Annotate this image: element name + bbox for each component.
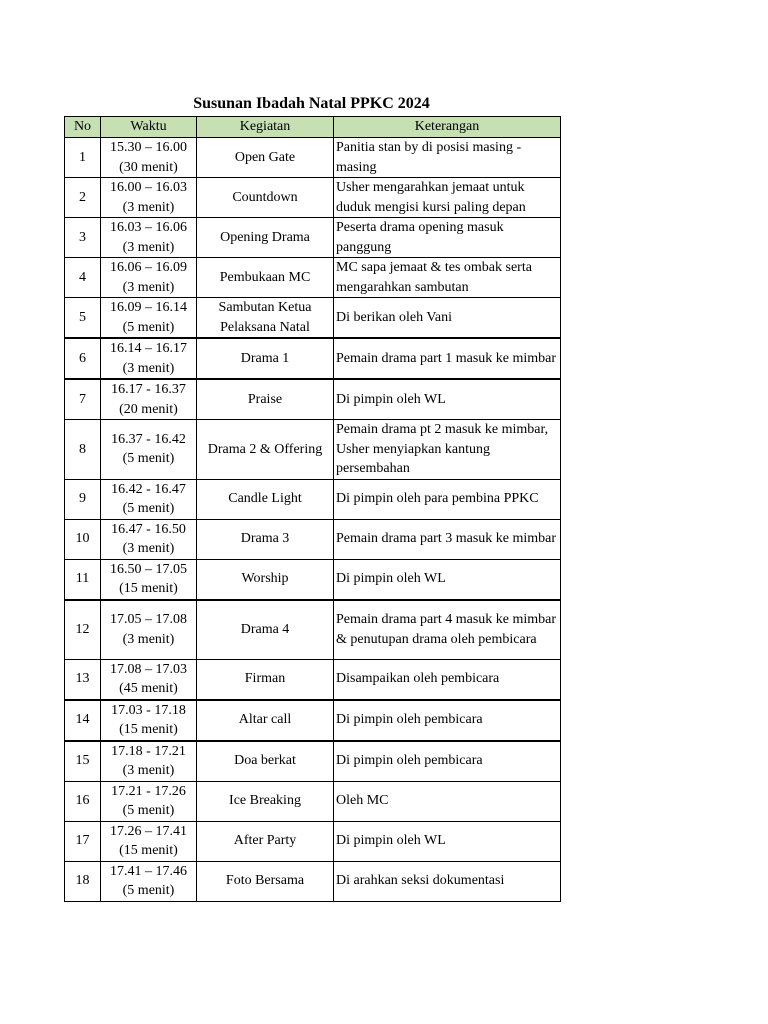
- cell-note: Di arahkan seksi dokumentasi: [334, 861, 561, 901]
- cell-no: 9: [65, 479, 101, 519]
- cell-note: Di berikan oleh Vani: [334, 298, 561, 339]
- cell-note: MC sapa jemaat & tes ombak serta mengarahkan sambutan: [334, 258, 561, 298]
- cell-no: 10: [65, 519, 101, 559]
- cell-time: [101, 479, 197, 519]
- cell-note: Usher mengarahkan jemaat untuk duduk mengisi kursi paling depan: [334, 178, 561, 218]
- time-range: 16.09 – 16.14: [110, 300, 187, 315]
- table-row: [65, 700, 561, 741]
- time-duration: (5 menit): [122, 451, 175, 467]
- time-duration: (5 menit): [122, 883, 175, 898]
- cell-time: [101, 338, 197, 379]
- time-duration: (5 menit): [122, 319, 175, 335]
- cell-time: [101, 420, 197, 480]
- cell-activity: Drama 3: [197, 519, 334, 559]
- cell-activity: Pembukaan MC: [197, 258, 334, 298]
- time-range: 16.50 – 17.05: [110, 561, 187, 577]
- cell-activity: Altar call: [197, 700, 334, 741]
- cell-no: 14: [65, 700, 101, 741]
- time-range: 16.00 – 16.03: [110, 180, 187, 195]
- cell-no: 1: [65, 138, 101, 178]
- cell-time: [101, 178, 197, 218]
- cell-activity: Sambutan Ketua Pelaksana Natal: [197, 298, 334, 339]
- time-range: 15.30 – 16.00: [110, 140, 187, 155]
- cell-note: Di pimpin oleh WL: [334, 559, 561, 600]
- time-duration: (3 menit): [122, 239, 175, 255]
- cell-time: [101, 379, 197, 420]
- cell-no: 8: [65, 420, 101, 480]
- cell-no: 13: [65, 659, 101, 700]
- time-range: 17.18 - 17.21: [111, 743, 186, 759]
- time-duration: (5 menit): [122, 803, 175, 818]
- cell-time: [101, 600, 197, 660]
- table-row: [65, 178, 561, 218]
- table-row: [65, 559, 561, 600]
- time-range: 16.47 - 16.50: [111, 521, 186, 537]
- cell-time: [101, 741, 197, 782]
- cell-activity: Countdown: [197, 178, 334, 218]
- cell-time: [101, 519, 197, 559]
- cell-note: Oleh MC: [334, 781, 561, 821]
- cell-note: Panitia stan by di posisi masing - masing: [334, 138, 561, 178]
- cell-time: [101, 218, 197, 258]
- table-row: [65, 379, 561, 420]
- cell-time: [101, 821, 197, 861]
- cell-note: Pemain drama pt 2 masuk ke mimbar, Usher menyiapkan kantung persembahan: [334, 420, 561, 480]
- time-duration: (15 menit): [119, 722, 178, 737]
- cell-no: 15: [65, 741, 101, 782]
- time-range: 17.21 - 17.26: [111, 783, 186, 799]
- cell-time: [101, 700, 197, 741]
- cell-activity: Foto Bersama: [197, 861, 334, 901]
- header-time: Waktu: [101, 117, 197, 138]
- time-range: 16.03 – 16.06: [110, 220, 187, 235]
- time-duration: (3 menit): [122, 279, 175, 295]
- cell-activity: Praise: [197, 379, 334, 420]
- cell-time: [101, 781, 197, 821]
- time-duration: (5 menit): [122, 501, 175, 516]
- time-range: 17.03 - 17.18: [111, 702, 186, 718]
- time-duration: (15 menit): [119, 843, 178, 858]
- cell-activity: After Party: [197, 821, 334, 861]
- schedule-table: [64, 116, 561, 902]
- cell-time: [101, 258, 197, 298]
- table-row: [65, 138, 561, 178]
- table-header: [65, 117, 561, 138]
- table-row: [65, 861, 561, 901]
- cell-no: 18: [65, 861, 101, 901]
- table-row: [65, 338, 561, 379]
- document-title: Susunan Ibadah Natal PPKC 2024: [193, 95, 430, 112]
- time-duration: (45 menit): [119, 681, 178, 696]
- table-row: [65, 659, 561, 700]
- cell-activity: Drama 1: [197, 338, 334, 379]
- time-duration: (3 menit): [122, 763, 175, 778]
- table-row: [65, 741, 561, 782]
- cell-time: [101, 298, 197, 339]
- cell-note: Di pimpin oleh WL: [334, 821, 561, 861]
- cell-note: Pemain drama part 1 masuk ke mimbar: [334, 338, 561, 379]
- table-row: [65, 258, 561, 298]
- cell-no: 7: [65, 379, 101, 420]
- cell-no: 16: [65, 781, 101, 821]
- cell-no: 2: [65, 178, 101, 218]
- time-range: 17.41 – 17.46: [110, 863, 187, 879]
- cell-activity: Drama 4: [197, 600, 334, 660]
- time-range: 16.42 - 16.47: [111, 481, 186, 497]
- cell-no: 11: [65, 559, 101, 600]
- cell-activity: Drama 2 & Offering: [197, 420, 334, 480]
- table-body: [65, 138, 561, 902]
- time-duration: (3 menit): [122, 541, 175, 556]
- time-range: 16.37 - 16.42: [111, 431, 186, 447]
- time-duration: (3 menit): [122, 631, 175, 647]
- header-no: No: [65, 117, 101, 138]
- table-row: [65, 420, 561, 480]
- cell-time: [101, 861, 197, 901]
- table-row: [65, 821, 561, 861]
- header-note: Keterangan: [334, 117, 561, 138]
- cell-time: [101, 138, 197, 178]
- cell-no: 12: [65, 600, 101, 660]
- cell-note: Disampaikan oleh pembicara: [334, 659, 561, 700]
- table-row: [65, 298, 561, 339]
- time-range: 17.08 – 17.03: [110, 661, 187, 677]
- cell-time: [101, 559, 197, 600]
- cell-activity: Worship: [197, 559, 334, 600]
- cell-note: Pemain drama part 3 masuk ke mimbar: [334, 519, 561, 559]
- table-row: [65, 479, 561, 519]
- time-range: 16.14 – 16.17: [110, 341, 187, 356]
- table-row: [65, 781, 561, 821]
- time-duration: (3 menit): [122, 360, 175, 376]
- cell-note: Di pimpin oleh pembicara: [334, 741, 561, 782]
- table-row: [65, 519, 561, 559]
- cell-note: Di pimpin oleh para pembina PPKC: [334, 479, 561, 519]
- table-row: [65, 600, 561, 660]
- cell-no: 17: [65, 821, 101, 861]
- cell-activity: Opening Drama: [197, 218, 334, 258]
- cell-note: Di pimpin oleh pembicara: [334, 700, 561, 741]
- time-duration: (3 menit): [122, 199, 175, 215]
- time-range: 16.17 - 16.37: [111, 382, 186, 397]
- cell-no: 5: [65, 298, 101, 339]
- cell-time: [101, 659, 197, 700]
- time-range: 17.05 – 17.08: [110, 612, 187, 627]
- table-row: [65, 218, 561, 258]
- time-duration: (30 menit): [119, 159, 178, 175]
- cell-activity: Firman: [197, 659, 334, 700]
- cell-no: 4: [65, 258, 101, 298]
- time-range: 17.26 – 17.41: [110, 823, 187, 839]
- cell-note: Peserta drama opening masuk panggung: [334, 218, 561, 258]
- header-row: [65, 117, 561, 138]
- time-duration: (20 menit): [119, 401, 178, 417]
- cell-note: Di pimpin oleh WL: [334, 379, 561, 420]
- cell-activity: Doa berkat: [197, 741, 334, 782]
- header-activity: Kegiatan: [197, 117, 334, 138]
- cell-no: 3: [65, 218, 101, 258]
- cell-activity: Open Gate: [197, 138, 334, 178]
- cell-activity: Ice Breaking: [197, 781, 334, 821]
- cell-no: 6: [65, 338, 101, 379]
- cell-activity: Candle Light: [197, 479, 334, 519]
- time-duration: (15 menit): [119, 581, 178, 596]
- time-range: 16.06 – 16.09: [110, 260, 187, 275]
- cell-note: Pemain drama part 4 masuk ke mimbar & penutupan drama oleh pembicara: [334, 600, 561, 660]
